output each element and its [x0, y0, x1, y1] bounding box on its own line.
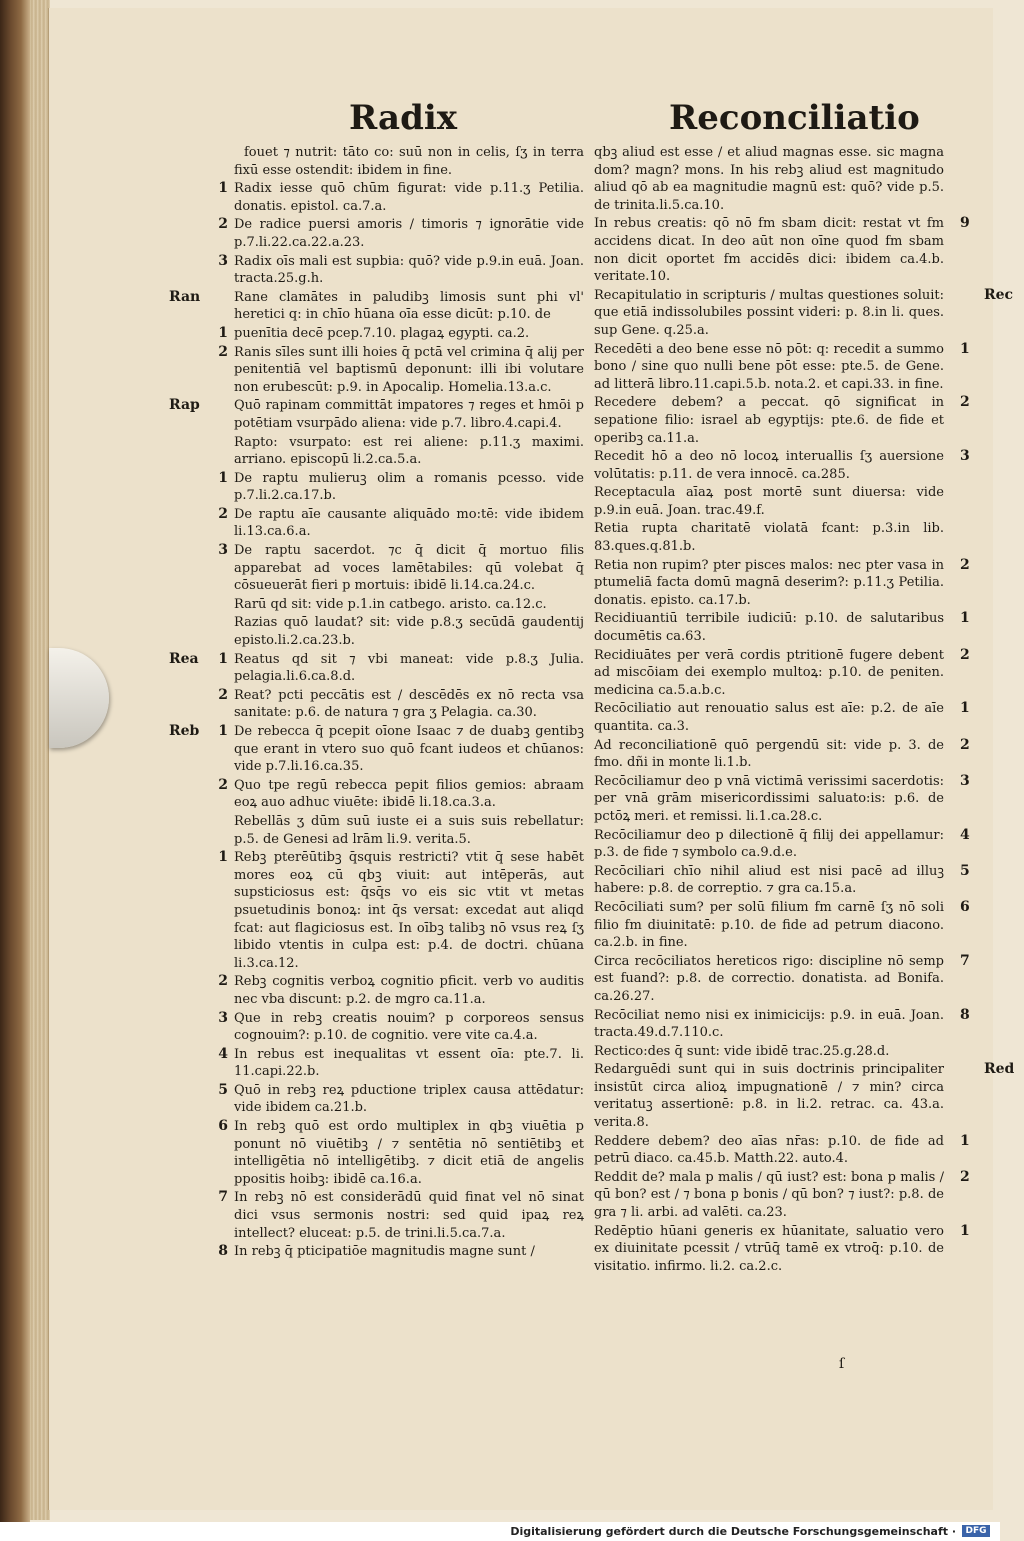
signature-mark: ſ [839, 1356, 845, 1372]
entry-number: 2 [218, 686, 228, 703]
entry-text: Recōciliari chīo nihil aliud est nisi pacē ad illuꝫ habere: p.8. de correptio. ⁊ gra ca.15.a. [594, 863, 944, 897]
entry-number: 2 [960, 736, 970, 753]
entry-number: 1 [218, 849, 228, 866]
entry-number: 1 [218, 469, 228, 486]
section-label: Reb [169, 723, 200, 739]
book-binding [0, 0, 30, 1541]
entry-number: 4 [960, 826, 970, 843]
entry-number: 2 [218, 343, 228, 360]
entry-number: 2 [960, 646, 970, 663]
index-entry [594, 1061, 1015, 1131]
entry-text: Radix iesse quō chūm figurat: vide p.11.ʒ Petilia. donatis. epistol. ca.7.a. [234, 181, 584, 214]
entry-number: 1 [218, 324, 228, 341]
entry-text: Rarū qd sit: vide p.1.in catbego. aristo. ca.12.c. [234, 596, 547, 612]
index-entry [169, 650, 584, 686]
entry-text: Reatus qd sit ⁊ vbi maneat: vide p.8.ʒ Julia. pelagia.li.6.ca.8.d. [234, 651, 584, 685]
entry-number: 6 [218, 1118, 228, 1135]
entry-text: puenītia decē pcep.7.10. plagaꝝ egypti. ca.2. [234, 325, 530, 341]
entry-text: Receptacula aīaꝝ post mortē sunt diuersa: vide p.9.in euā. Joan. trac.49.f. [594, 485, 944, 518]
footer-credit: Digitalisierung gefördert durch die Deutsche Forschungsgemeinschaft · [510, 1525, 956, 1538]
entry-number: 2 [218, 505, 228, 522]
index-entry [594, 1043, 944, 1061]
entry-number: 6 [960, 898, 970, 915]
section-label: Rec [984, 286, 1014, 303]
book-page [48, 8, 1015, 1510]
entry-text: Redēptio hūani generis ex hūanitate, saluatio vero ex diuinitate pcessit / vtrūq̄ tamē ex vtroq̄: p.10. de visitatio. infirmo. li.2. ca.2.c. [594, 1223, 944, 1274]
entry-text: Retia rupta charitatē violatā fcant: p.3.in lib. 83.ques.q.81.b. [594, 521, 944, 555]
entry-number: 1 [960, 700, 970, 717]
entry-text: De rebecca q̄ pcepit oīone Isaac ⁊ de duabꝫ gentibꝫ que erant in vtero suo quō fcant iudeos et chūanos: vide p.7.li.16.ca.35. [234, 724, 584, 775]
entry-number: 2 [218, 216, 228, 233]
entry-text: Ranis sīles sunt illi hoies q̄ pctā vel crimina q̄ alij per penitentiā vel baptismū deponunt: illi ibi volutare non erubescūt: p.9. in Apocalip. Homelia.13.a.c. [234, 344, 584, 395]
header-left: Radix [349, 98, 458, 138]
entry-number: 3 [960, 772, 970, 789]
index-entry [169, 397, 584, 432]
index-entry [234, 144, 584, 179]
index-entry [594, 898, 970, 952]
entry-text: Recōciliamur deo p dilectionē q̄ filij dei appellamur: p.3. de fide ⁊ symbolo ca.9.d.e. [594, 827, 944, 861]
index-entry [169, 723, 584, 776]
index-entry [594, 394, 970, 447]
entry-text: Recapitulatio in scripturis / multas questiones soluit: que etiā indissolubiles possint videri: p. 8.in li. ques. sup Gene. q.25.a. [594, 287, 944, 338]
index-entry [218, 1118, 584, 1188]
index-entry [234, 813, 584, 848]
entry-text: Recōciliamur deo p vnā victimā verissimi sacerdotis: per vnā grām misericordissimi saluato:is: p.6. de pctōꝝ meri. et remissi. li.1.ca.28.c. [594, 773, 944, 824]
entry-text: Retia non rupim? pter pisces malos: nec pter vasa in ptumeliā facta domū magnā deserim?: p.11.ʒ Petilia. donatis. episto. ca.17.b. [594, 557, 944, 608]
entry-number: 1 [218, 723, 228, 739]
entry-text: Rebꝫ pterēūtibꝫ q̄squis restricti? vtit q̄ sese habēt mores eoꝝ cū qbꝫ viuit: aut intēperās, aut supsticiosus est: q̄sq̄s vo eis sic vtit vt metas psuetudinis bonoꝝ: int q̄s versat: excedat aut aliqd fcat: aut flagiciosus est. In oībꝫ talibꝫ nō vsus reꝝ ſʒ libido vtentis in culpa est: p.4. de doctri. chūana li.3.ca.12. [234, 850, 584, 971]
index-entry [594, 772, 970, 826]
entry-number: 8 [218, 1243, 228, 1260]
entry-number: 5 [960, 862, 970, 879]
entry-text: De raptu aīe causante aliquādo mo:tē: vide ibidem li.13.ca.6.a. [234, 506, 584, 540]
index-entry [594, 826, 970, 862]
entry-text: De raptu sacerdot. ⁊c q̄ dicit q̄ mortuo filis apparebat ad voces lamētabiles: qū volebat q̄ cōsueuerāt fieri p mortuis: ibidē li.14.ca.24.c. [234, 543, 584, 594]
entry-number: 2 [218, 776, 228, 793]
entry-number: 5 [218, 1081, 228, 1098]
page-edges [30, 0, 50, 1520]
entry-number: 9 [960, 215, 970, 232]
index-entry [218, 324, 584, 343]
index-entry [218, 1243, 584, 1261]
section-label: Ran [169, 288, 201, 305]
entry-text: Rane clamātes in paludibꝫ limosis sunt phi vl' heretici q: in chīo hūana oīa esse dicūt: p.10. de [234, 289, 584, 323]
index-entry [218, 469, 584, 505]
index-entry [594, 862, 970, 898]
entry-text: Rebellās ʒ dūm suū iuste ei a suis suis rebellatur: p.5. de Genesi ad lrām li.9. verita.5. [234, 813, 584, 847]
right-column [594, 144, 1015, 1276]
entry-text: In rebus est inequalitas vt essent oīa: pte.7. li. 11.capi.22.b. [234, 1046, 584, 1080]
entry-number: 2 [960, 556, 970, 573]
index-entry [234, 614, 584, 649]
entry-text: Rapto: vsurpato: est rei aliene: p.11.ʒ maximi. arriano. episcopū li.2.ca.5.a. [234, 434, 584, 468]
entry-text: De radice puersi amoris / timoris ⁊ ignorātie vide p.7.li.22.ca.22.a.23. [234, 217, 584, 250]
header-right: Reconciliatio [669, 98, 920, 138]
running-header [49, 98, 993, 148]
entry-number: 1 [218, 650, 228, 667]
index-entry [594, 736, 970, 772]
entry-text: Recidiuātes per verā cordis ptritionē fugere debent ad miscōiam dei exemplo multoꝝ: p.10. de peniten. medicina ca.5.a.b.c. [594, 647, 944, 698]
entry-text: Recōciliati sum? per solū filium fm carnē ſʒ nō soli filio fm diuinitatē: p.10. de fide ad petrum diacono. ca.2.b. in fine. [594, 899, 944, 951]
entry-number: 7 [960, 952, 970, 969]
entry-number: 2 [960, 394, 970, 411]
index-entry [594, 646, 970, 700]
index-entry [218, 1045, 584, 1081]
index-entry [594, 1132, 970, 1168]
entry-number: 2 [960, 1168, 970, 1185]
index-entry [218, 505, 584, 541]
index-entry [594, 520, 944, 555]
entry-text: Ad reconciliationē quō pergendū sit: vide p. 3. de fmo. dñi in monte li.1.b. [594, 737, 944, 771]
entry-number: 3 [218, 542, 228, 559]
index-entry [594, 556, 970, 610]
index-entry [218, 1081, 584, 1117]
section-label: Red [984, 1061, 1015, 1078]
index-entry [594, 484, 944, 519]
entry-text: In rebus creatis: qō nō fm sbam dicit: restat vt fm accidens dicat. In deo aūt non oīne quod fm sbam non dicit oportet fm accidēs dici: ibidem ca.4.b. veritate.10. [594, 216, 944, 285]
page-clip [49, 648, 109, 748]
index-entry [218, 180, 584, 215]
entry-number: 3 [218, 1009, 228, 1026]
entry-number: 2 [218, 973, 228, 990]
entry-number: 1 [960, 340, 970, 357]
entry-text: Radix oīs mali est supbia: quō? vide p.9.in euā. Joan. tracta.25.g.h. [234, 253, 584, 287]
footer-bar [0, 1522, 1000, 1541]
left-column [169, 144, 584, 1262]
entry-number: 1 [960, 1222, 970, 1239]
entry-text: Recedēti a deo bene esse nō pōt: q: recedit a summo bono / sine quo nulli bene pōt esse: pte.5. de Gene. ad litterā libro.11.capi.5.b. nota.2. et capi.33. in fine. [594, 341, 944, 392]
entry-number: 1 [960, 1132, 970, 1149]
index-entry [594, 700, 970, 735]
index-entry [218, 1189, 584, 1242]
section-label: Rea [169, 650, 199, 667]
index-entry [234, 596, 584, 614]
section-label: Rap [169, 397, 200, 414]
entry-text: Reddit de? mala p malis / qū iust? est: bona p malis / qū bon? est / ⁊ bona p bonis / qū bon? ⁊ iust?: p.8. de gra ⁊ li. arbi. ad valēti. ca.23. [594, 1169, 944, 1221]
index-entry [218, 776, 584, 812]
entry-text: In rebꝫ nō est considerādū quid finat vel nō sinat dici vsus sermonis nostri: sed quid ipaꝝ reꝝ intellect? eluceat: p.5. de trini.li.5.ca.7.a. [234, 1190, 584, 1241]
entry-text: Rebꝫ cognitis verboꝝ cognitio pficit. verb vo auditis nec vba discunt: p.2. de mgro ca.11.a. [234, 974, 584, 1007]
entry-number: 7 [218, 1189, 228, 1206]
index-entry [218, 542, 584, 595]
index-entry [218, 343, 584, 397]
index-entry [234, 434, 584, 469]
entry-text: Redarguēdi sunt qui in suis doctrinis principaliter insistūt circa alioꝝ impugnationē / ⁊ min? circa veritatuꝫ assertionē: p.8. in li.2. retrac. ca. 43.a. verita.8. [594, 1062, 944, 1131]
entry-text: Quo tpe regū rebecca pepit filios gemios: abraam eoꝝ auo adhuc viuēte: ibidē li.18.ca.3.a. [234, 777, 584, 811]
entry-text: Circa recōciliatos hereticos rigo: discipline nō semp est fuand?: p.8. de correctio. donatista. ad Bonifa. ca.26.27. [594, 953, 944, 1004]
index-entry [594, 144, 944, 214]
entry-number: 4 [218, 1045, 228, 1062]
entry-number: 1 [218, 180, 228, 197]
entry-text: Reddere debem? deo aīas nr̄as: p.10. de fide ad petrū diaco. ca.45.b. Matth.22. auto.4. [594, 1133, 944, 1167]
entry-text: Recōciliatio aut renouatio salus est aīe: p.2. de aīe quantita. ca.3. [594, 701, 944, 734]
index-entry [594, 448, 970, 483]
entry-text: De raptu mulieruꝫ olim a romanis pcesso. vide p.7.li.2.ca.17.b. [234, 470, 584, 504]
entry-text: Quō in rebꝫ reꝝ pductione triplex causa attēdatur: vide ibidem ca.21.b. [234, 1082, 584, 1116]
entry-text: Rectico:des q̄ sunt: vide ibidē trac.25.g.28.d. [594, 1043, 890, 1059]
index-entry [594, 1168, 970, 1222]
entry-text: In rebꝫ q̄ pticipatiōe magnitudis magne sunt / [234, 1244, 535, 1260]
index-entry [594, 1222, 970, 1276]
entry-text: Recidiuantiū terribile iudiciū: p.10. de salutaribus documētis ca.63. [594, 611, 944, 645]
index-entry [218, 686, 584, 722]
dfg-logo: DFG [962, 1525, 990, 1537]
index-entry [218, 1009, 584, 1045]
entry-text: Recedit hō a deo nō locoꝝ interuallis ſʒ auersione volūtatis: p.11. de vera innocē. ca.285. [594, 449, 944, 482]
entry-text: qbꝫ aliud est esse / et aliud magnas esse. sic magna dom? magn? mons. In his rebꝫ aliud est magnitudo aliud qō ab ea magnitudie magnū est: quō? vide p.5. de trinita.li.5.ca.10. [594, 145, 944, 213]
index-entry [594, 952, 970, 1006]
index-entry [218, 252, 584, 288]
index-entry [594, 1006, 970, 1042]
index-entry [169, 288, 584, 324]
entry-text: Reat? pcti peccātis est / descēdēs ex nō recta vsa sanitate: p.6. de natura ⁊ gra ʒ Pelagia. ca.30. [234, 687, 584, 721]
index-entry [594, 610, 970, 645]
index-entry [218, 973, 584, 1008]
entry-text: Recōciliat nemo nisi ex inimicicijs: p.9. in euā. Joan. tracta.49.d.7.110.c. [594, 1007, 944, 1041]
entry-number: 3 [960, 448, 970, 465]
entry-number: 1 [960, 610, 970, 627]
index-entry [594, 215, 970, 285]
entry-text: In rebꝫ quō est ordo multiplex in qbꝫ viuētia p ponunt nō viuētibꝫ / ⁊ sentētia nō sentiētibꝫ et intelligētia nō intelligētibꝫ. ⁊ dicit etiā de angelis ppositis hoibꝫ: ibidē ca.16.a. [234, 1119, 584, 1187]
entry-text: Quō rapinam committāt impatores ⁊ reges et hmōi p potētiam vsurpādo aliena: vide p.7. libro.4.capi.4. [234, 398, 584, 431]
entry-number: 3 [218, 252, 228, 269]
entry-number: 8 [960, 1006, 970, 1023]
entry-text: fouet ⁊ nutrit: tāto co: suū non in celis, ſʒ in terra fixū esse ostendit: ibidem in fine. [234, 145, 584, 178]
entry-text: Recedere debem? a peccat. qō significat in sepatione filio: israel ab egyptijs: pte.6. de fide et operibꝫ ca.11.a. [594, 395, 944, 446]
entry-text: Razias quō laudat? sit: vide p.8.ʒ secūdā gaudentij episto.li.2.ca.23.b. [234, 615, 584, 649]
index-entry [594, 286, 1014, 340]
index-entry [218, 216, 584, 251]
index-entry [218, 849, 584, 972]
entry-text: Que in rebꝫ creatis nouim? p corporeos sensus cognouim?: p.10. de cognitio. vere vite ca.4.a. [234, 1010, 584, 1044]
index-entry [594, 340, 970, 394]
